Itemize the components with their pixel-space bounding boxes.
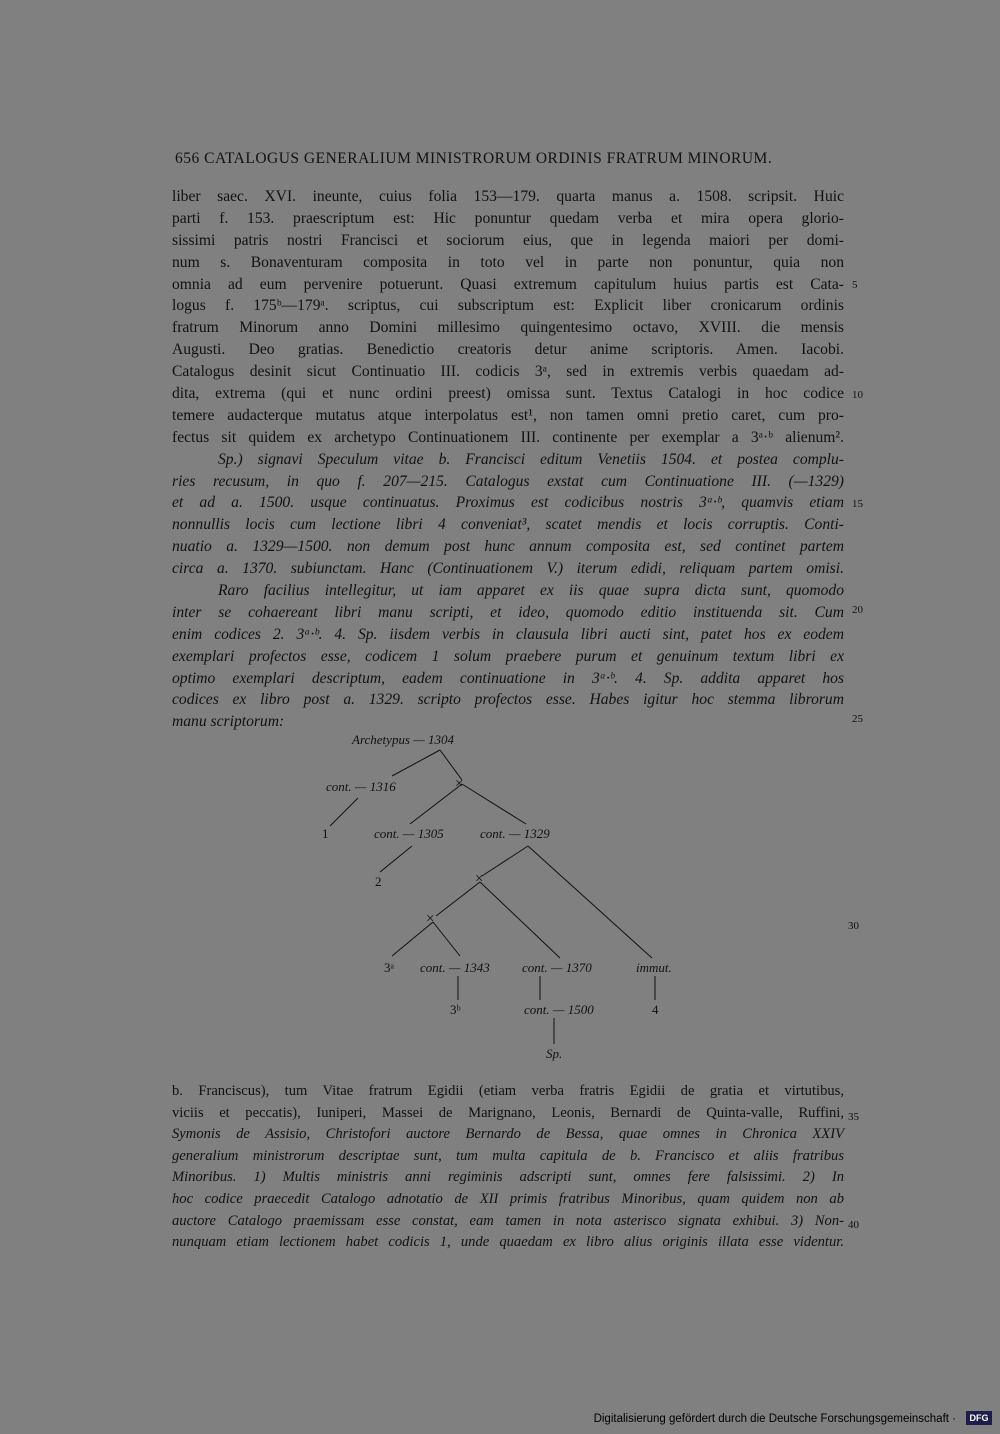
text-line: nonnullis locis cum lectione libri 4 conveniat³, scatet mendis et locis corruptis. Conti- <box>172 516 844 534</box>
text-line: Sp.) signavi Speculum vitae b. Francisci editum Venetiis 1504. et postea complu- <box>218 450 844 468</box>
text-line: fectus sit quidem ex archetypo Continuationem III. continente per exemplar a 3ᵃ·ᵇ alienum². <box>172 428 844 446</box>
footnote-line: Symonis de Assisio, Christofori auctore Bernardo de Bessa, quae omnes in Chronica XXIV <box>172 1126 844 1143</box>
stemma-node-cont-1343: cont. — 1343 <box>420 960 490 975</box>
stemma-node-cont-1305: cont. — 1305 <box>374 826 444 841</box>
stemma-node-sp: Sp. <box>546 1046 563 1061</box>
stemma-cross: × <box>475 871 484 887</box>
stemma-node-cont-1316: cont. — 1316 <box>326 779 396 794</box>
stemma-node-cont-1370: cont. — 1370 <box>522 960 592 975</box>
text-line: exemplari profectos esse, codicem 1 solum praebere purum et genuinum textum libri ex <box>172 647 844 665</box>
text-line: codices ex libro post a. 1329. scripto profectos esse. Habes igitur hoc stemma librorum <box>172 691 844 709</box>
stemma-node-4: 4 <box>652 1002 659 1017</box>
footnote-line: auctore Catalogo praemissam esse constat, eam tamen in nota asterisco signata exhibui. 3) Non- <box>172 1212 844 1229</box>
text-line: circa a. 1370. subiunctam. Hanc (Continuationem V.) iterum edidi, reliquam partem omisi. <box>172 560 844 578</box>
text-line: parti f. 153. praescriptum est: Hic ponuntur quedam verba et mira opera glorio- <box>172 209 844 227</box>
stemma-node-cont-1500: cont. — 1500 <box>524 1002 594 1017</box>
text-line: sissimi patris nostri Francisci et sociorum eius, que in legenda maiori per domi- <box>172 231 844 249</box>
text-line: manu scriptorum: <box>172 713 285 731</box>
stemma-node-3b: 3ᵇ <box>450 1002 461 1017</box>
text-line: optimo exemplari descriptum, eadem continuatione in 3ᵃ·ᵇ. 4. Sp. addita apparet hos <box>172 669 844 687</box>
line-number: 30 <box>848 920 859 932</box>
stemma-node-cont-1329: cont. — 1329 <box>480 826 550 841</box>
footnote-line: generalium ministrorum descriptae sunt, tum multa capitula de b. Francisco et aliis fratribus <box>172 1147 844 1164</box>
text-line: temere audacterque mutatus atque interpolatus est¹, non tamen omni pretio caret, cum pro- <box>172 406 844 424</box>
footnote-line: viciis et peccatis), Iuniperi, Massei de Marignano, Leonis, Bernardi de Quinta-valle, Ruffini, <box>172 1104 844 1121</box>
text-line: Catalogus desinit sicut Continuatio III. codicis 3ᵃ, sed in extremis verbis quaedam ad- <box>172 363 844 381</box>
footnote-line: b. Franciscus), tum Vitae fratrum Egidii (etiam verba fratris Egidii de gratia et virtutibus, <box>172 1083 844 1099</box>
dfg-logo: DFG <box>966 1411 992 1425</box>
text-line: num s. Bonaventuram composita in toto vel in parte non ponuntur, quia non <box>172 253 844 271</box>
stemma-node-immut: immut. <box>636 960 672 975</box>
text-line: dita, extrema (qui et nunc ordini preest) omissa sunt. Textus Catalogi in hoc codice <box>172 385 844 403</box>
text-line: inter se cohaereant libri manu scripti, et ideo, quomodo editio instituenda sit. Cum <box>172 603 844 621</box>
text-line: omnia ad eum pervenire potuerunt. Quasi extremum capitulum huius partis est Cata- <box>172 275 844 293</box>
text-line: fratrum Minorum anno Domini millesimo quingentesimo octavo, XVIII. die mensis <box>172 319 844 337</box>
footnote-line: nunquam etiam lectionem habet codicis 1, unde quaedam ex libro alius originis illata esse videntur. <box>172 1234 844 1251</box>
text-line: logus f. 175ᵇ—179ᵃ. scriptus, cui subscriptum est: Explicit liber cronicarum ordinis <box>172 297 844 315</box>
text-line: Raro facilius intellegitur, ut iam apparet ex iis quae supra dicta sunt, quomodo <box>218 582 844 600</box>
stemma-cross: × <box>426 911 435 927</box>
stemma-cross: × <box>455 776 464 792</box>
running-header: 656 CATALOGUS GENERALIUM MINISTRORUM ORDINIS FRATRUM MINORUM. <box>175 150 773 167</box>
stemma-node-archetypus: Archetypus — 1304 <box>352 732 455 747</box>
stemma-node-2: 2 <box>375 874 382 889</box>
line-number: 25 <box>852 713 863 725</box>
funding-credit: Digitalisierung gefördert durch die Deutsche Forschungsgemeinschaft · <box>593 1413 956 1425</box>
text-line: nuatio a. 1329—1500. non demum post hunc annum composita est, sed continet partem <box>172 538 844 556</box>
line-number: 10 <box>852 389 863 401</box>
stemma-diagram <box>300 728 720 1068</box>
footnote-line: Minoribus. 1) Multis ministris anni regiminis adscripti sunt, omnes fere falsissimi. 2) In <box>172 1169 844 1186</box>
stemma-node-1: 1 <box>322 826 329 841</box>
line-number: 20 <box>852 604 863 616</box>
text-line: liber saec. XVI. ineunte, cuius folia 153—179. quarta manus a. 1508. scripsit. Huic <box>172 188 844 205</box>
stemma-node-3a: 3ᵃ <box>384 960 395 975</box>
footnotes <box>172 1081 844 1254</box>
text-line: ries recusum, in quo f. 207—215. Catalogus exstat cum Continuatione III. (—1329) <box>172 472 844 490</box>
main-text <box>172 186 844 733</box>
line-number: 40 <box>848 1219 859 1231</box>
text-line: enim codices 2. 3ᵃ·ᵇ. 4. Sp. iisdem verbis in clausula libri aucti sint, patet hos ex eodem <box>172 625 844 643</box>
text-line: Augusti. Deo gratias. Benedictio creatoris detur anime scriptoris. Amen. Iacobi. <box>172 341 844 359</box>
line-number: 35 <box>848 1111 859 1123</box>
line-number: 5 <box>852 279 858 291</box>
line-number: 15 <box>852 498 863 510</box>
text-line: et ad a. 1500. usque continuatus. Proximus est codicibus nostris 3ᵃ·ᵇ, quamvis etiam <box>172 494 844 512</box>
footnote-line: hoc codice praecedit Catalogo adnotatio de XII primis fratribus Minoribus, quam quidem non ab <box>172 1190 844 1207</box>
